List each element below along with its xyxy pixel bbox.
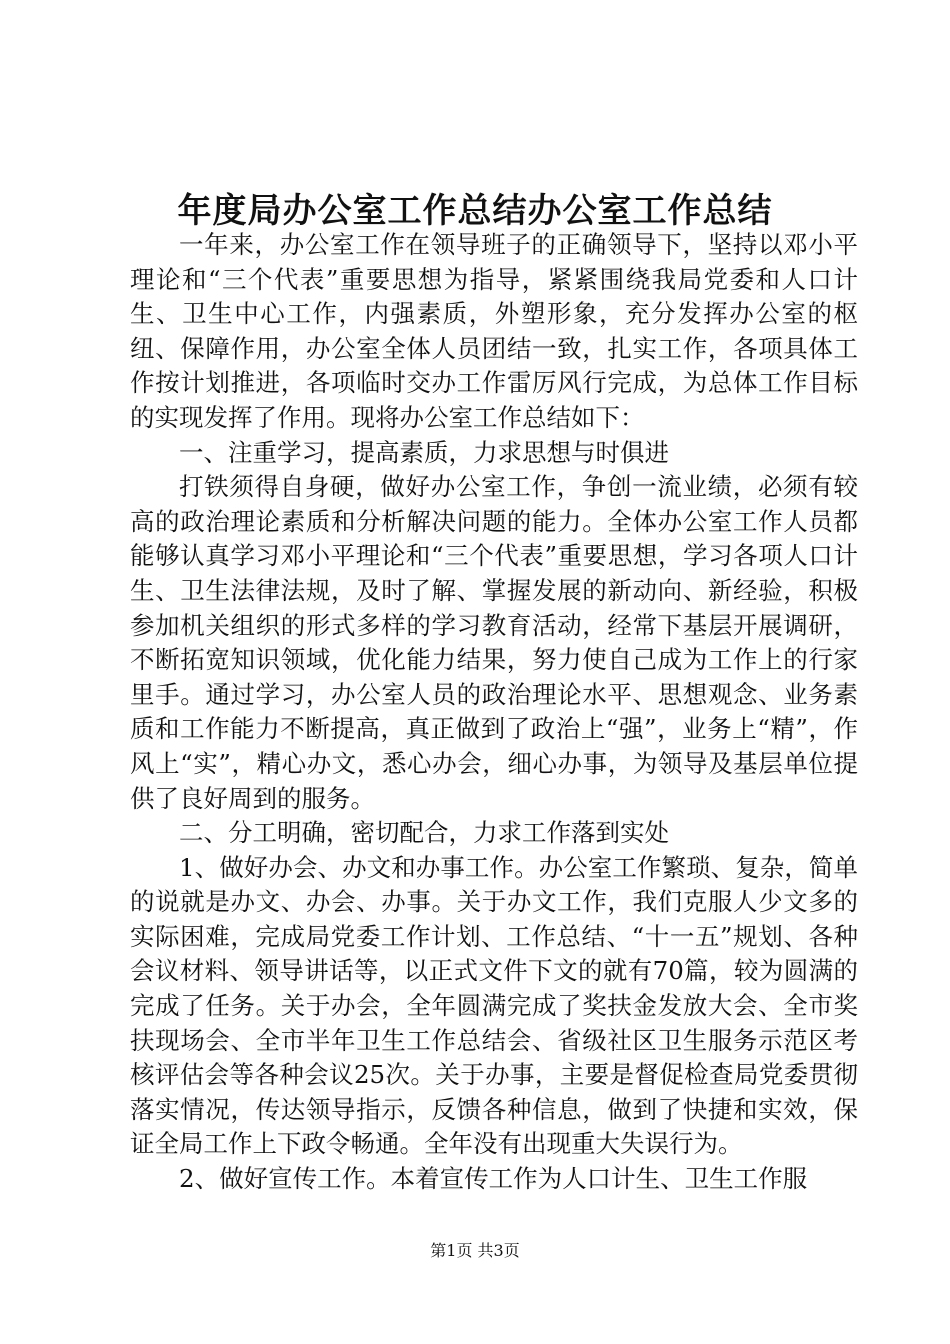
- section-heading-2: 二、分工明确，密切配合，力求工作落到实处: [179, 818, 669, 848]
- paragraph-publicity: 2、做好宣传工作。本着宣传工作为人口计生、卫生工作服: [179, 1164, 808, 1194]
- section-heading-1: 一、注重学习，提高素质，力求思想与时俱进: [179, 437, 669, 467]
- paragraph-office-work: 1、做好办会、办文和办事工作。办公室工作繁琐、复杂，简单的说就是办文、办会、办事。关于办文工作，我们克服人少文多的实际困难，完成局党委工作计划、工作总结、“十一五”规划、各种会议材料、领导讲话等，以正式文件下文的就有70篇，较为圆满的完成了任务。关于办会，全年圆满完成了奖扶金发放大会、全市奖扶现场会、全市半年卫生工作总结会、省级社区卫生服务示范区考核评估会等各种会议25次。关于办事，主要是督促检查局党委贯彻落实情况，传达领导指示，反馈各种信息，做到了快捷和实效，保证全局工作上下政令畅通。全年没有出现重大失误行为。: [130, 852, 858, 1159]
- page-number: 第1页 共3页: [430, 1241, 520, 1260]
- document-title: 年度局办公室工作总结办公室工作总结: [177, 191, 773, 231]
- document-body: [130, 228, 858, 1197]
- paragraph-study: 打铁须得自身硬，做好办公室工作，争创一流业绩，必须有较高的政治理论素质和分析解决问题的能力。全体办公室工作人员都能够认真学习邓小平理论和“三个代表”重要思想，学习各项人口计生、卫生法律法规，及时了解、掌握发展的新动向、新经验，积极参加机关组织的形式多样的学习教育活动，经常下基层开展调研，不断拓宽知识领域，优化能力结果，努力使自己成为工作上的行家里手。通过学习，办公室人员的政治理论水平、思想观念、业务素质和工作能力不断提高，真正做到了政治上“强”，业务上“精”，作风上“实”，精心办文，悉心办会，细心办事，为领导及基层单位提供了良好周到的服务。: [130, 472, 858, 813]
- paragraph-intro: 一年来，办公室工作在领导班子的正确领导下，坚持以邓小平理论和“三个代表”重要思想为指导，紧紧围绕我局党委和人口计生、卫生中心工作，内强素质，外塑形象，充分发挥办公室的枢纽、保障作用，办公室全体人员团结一致，扎实工作，各项具体工作按计划推进，各项临时交办工作雷厉风行完成，为总体工作目标的实现发挥了作用。现将办公室工作总结如下：: [130, 230, 858, 432]
